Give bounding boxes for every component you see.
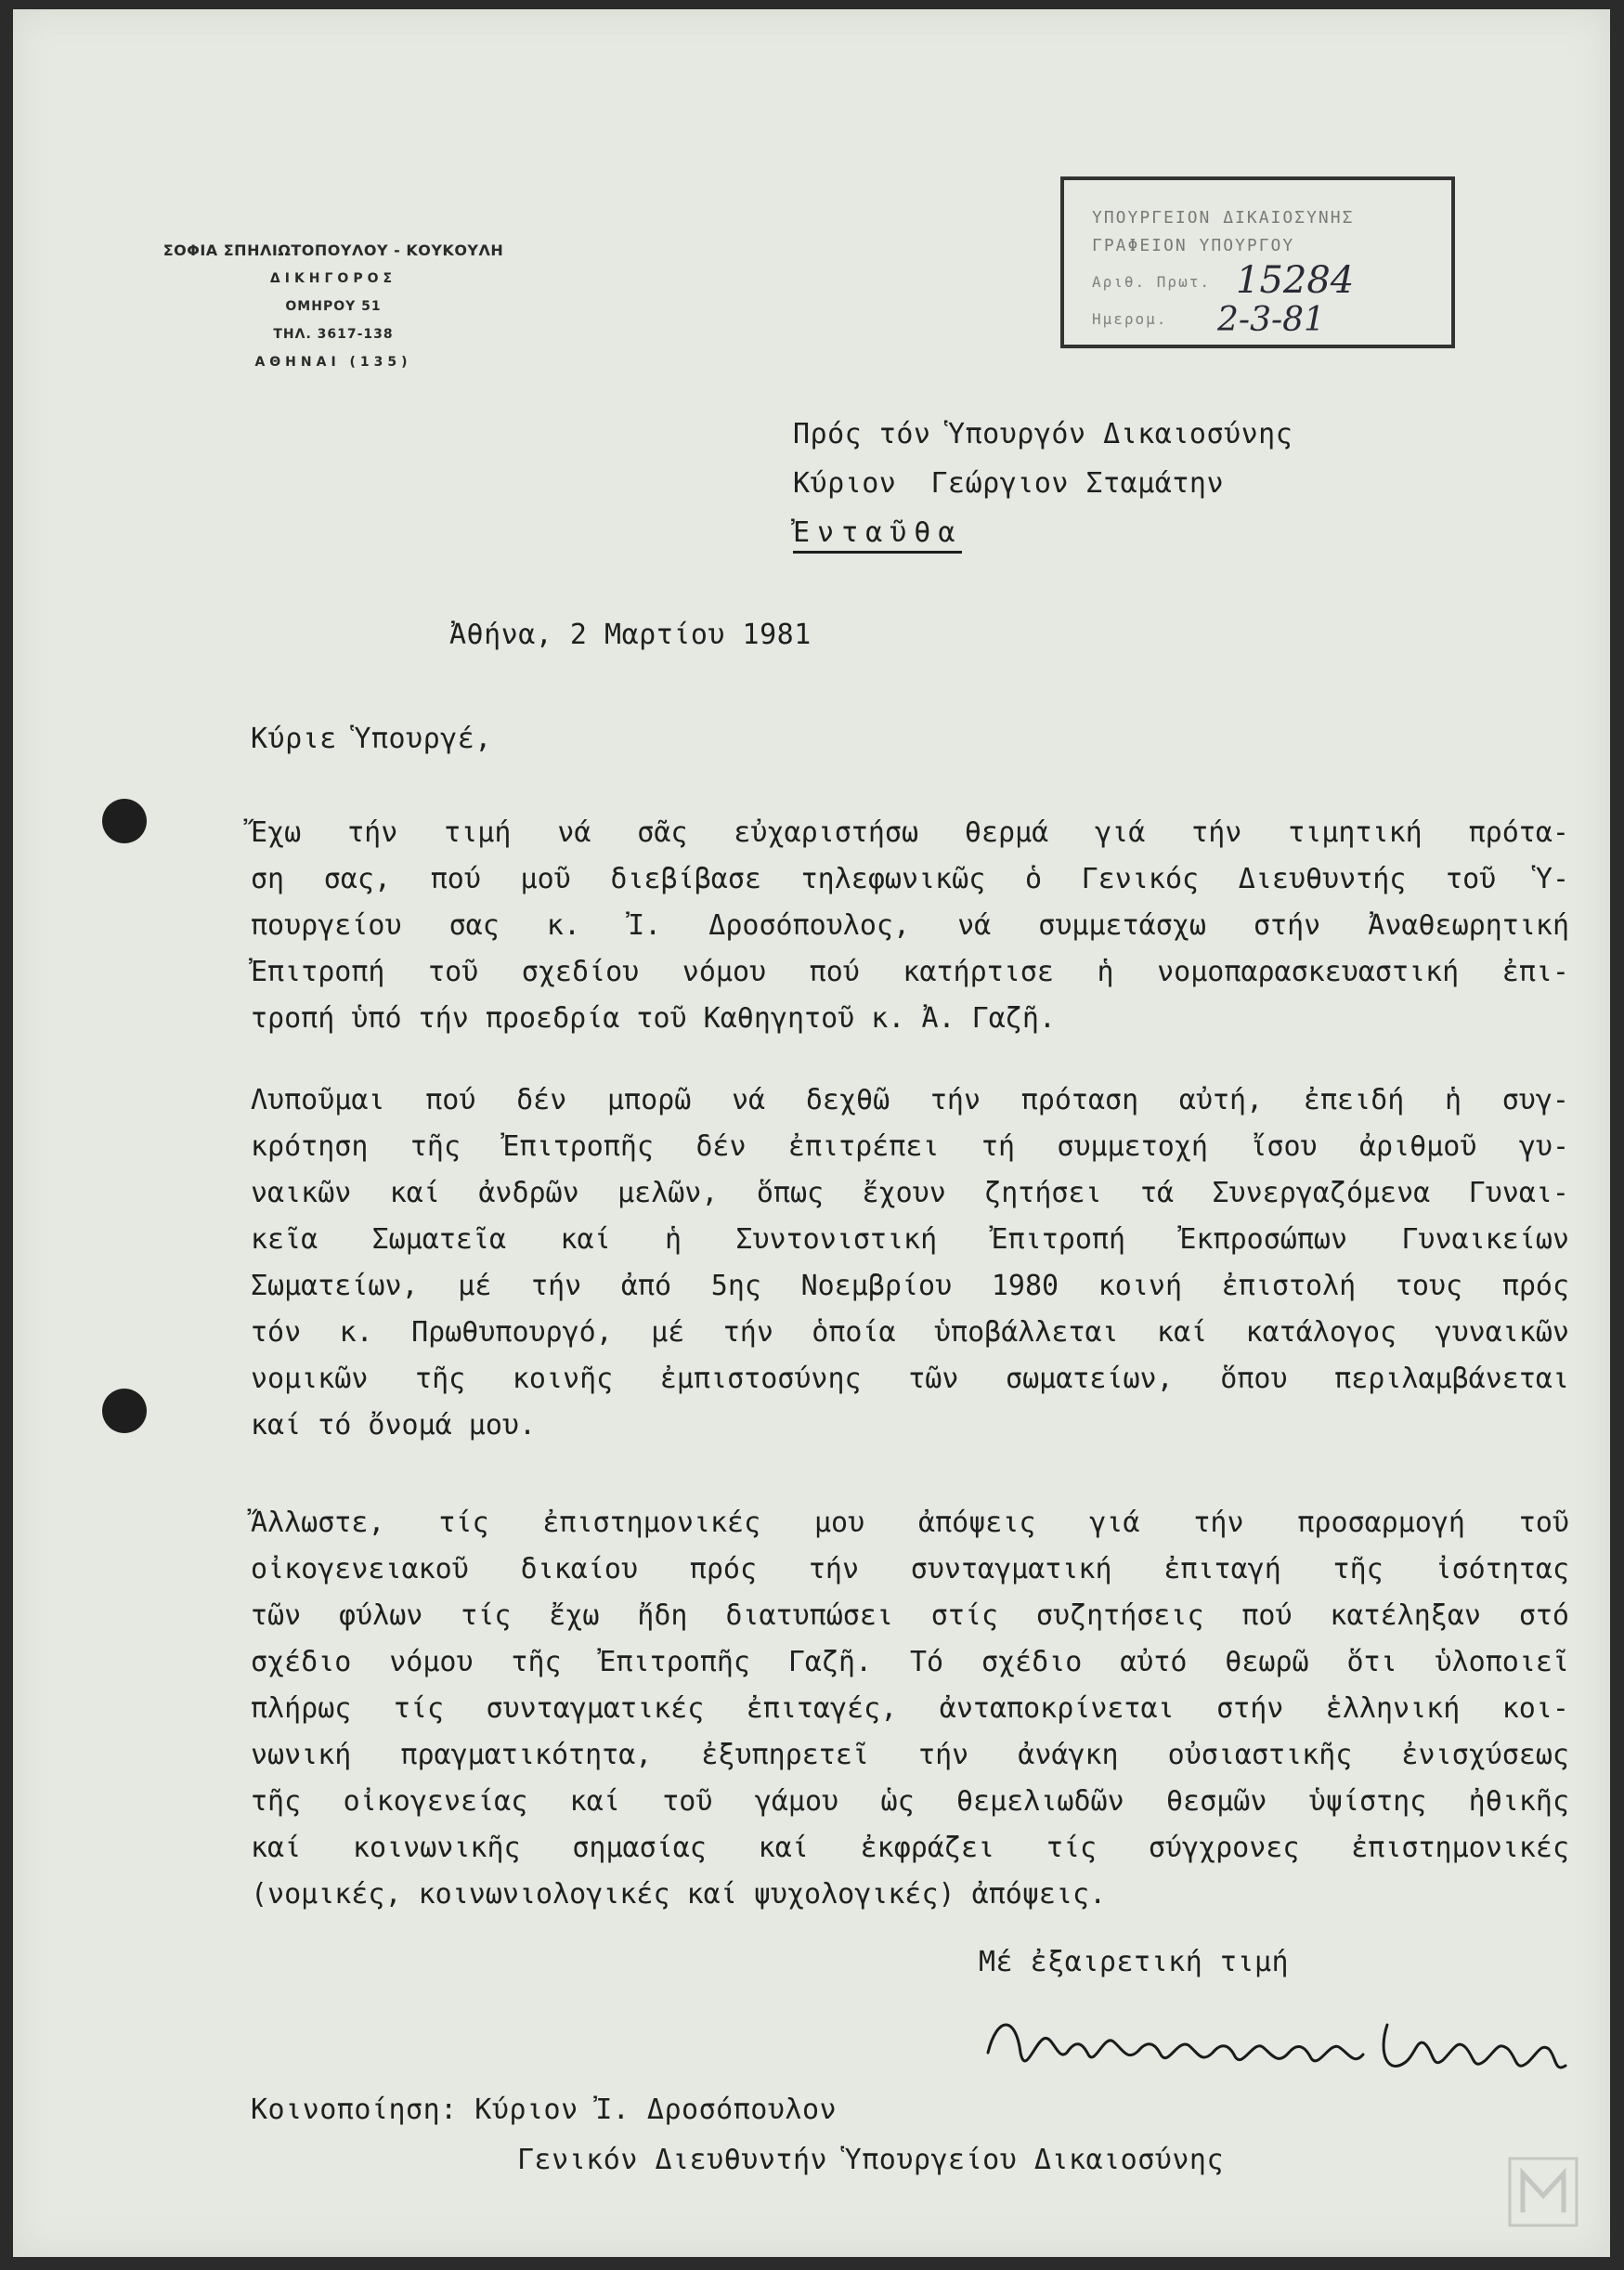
document-page: [13, 9, 1610, 2257]
body-line: ναικῶν καί ἀνδρῶν μελῶν, ὅπως ἔχουν ζητήσει τά Συνεργαζόμενα Γυναι-: [251, 1177, 1569, 1209]
stamp-protocol-label: Αριθ. Πρωτ.: [1092, 273, 1211, 291]
letterhead-profession: ΔΙΚΗΓΟΡΟΣ: [269, 271, 397, 286]
body-paragraph-3: [251, 1500, 1569, 1918]
body-paragraph-1: [251, 810, 1569, 1042]
recipient-line-3: [793, 516, 962, 549]
closing-phrase: Μέ ἐξαιρετική τιμή: [979, 1946, 1290, 1978]
letterhead-street: ΟΜΗΡΟΥ 51: [285, 299, 382, 314]
body-line: πλήρως τίς συνταγματικές ἐπιταγές, ἀνταποκρίνεται στήν ἑλληνική κοι-: [251, 1692, 1569, 1725]
recipient-location: Ἐνταῦθα: [793, 516, 962, 554]
body-line: ση σας, πού μοῦ διεβίβασε τηλεφωνικῶς ὁ Γενικός Διευθυντής τοῦ Ὑ-: [251, 863, 1569, 895]
body-line: τροπή ὑπό τήν προεδρία τοῦ Καθηγητοῦ κ. Ἀ. Γαζῆ.: [251, 1002, 1056, 1035]
stamp-date-label: Ημερομ.: [1092, 310, 1168, 328]
body-line: Ἄλλωστε, τίς ἐπιστημονικές μου ἀπόψεις γιά τήν προσαρμογή τοῦ: [251, 1507, 1569, 1539]
body-line: πουργείου σας κ. Ἰ. Δροσόπουλος, νά συμμετάσχω στήν Ἀναθεωρητική: [251, 909, 1569, 942]
body-line: κεῖα Σωματεῖα καί ἡ Συντονιστική Ἐπιτροπή Ἐκπροσώπων Γυναικείων: [251, 1223, 1569, 1256]
ministry-receipt-stamp: [1060, 176, 1455, 348]
body-line: νομικῶν τῆς κοινῆς ἐμπιστοσύνης τῶν σωματείων, ὅπου περιλαμβάνεται: [251, 1363, 1569, 1395]
body-line: νωνική πραγματικότητα, ἐξυπηρετεῖ τήν ἀνάγκη οὐσιαστικῆς ἐνισχύσεως: [251, 1739, 1569, 1771]
body-line: Ἐπιτροπή τοῦ σχεδίου νόμου πού κατήρτισε ἡ νομοπαρασκευαστική ἐπι-: [251, 956, 1569, 988]
punch-hole: [102, 1389, 147, 1433]
archive-watermark-icon: [1506, 2155, 1580, 2229]
cc-line-2: Γενικόν Διευθυντήν Ὑπουργείου Δικαιοσύνης: [517, 2144, 1225, 2176]
body-line: τόν κ. Πρωθυπουργό, μέ τήν ὁποία ὑποβάλλεται καί κατάλογος γυναικῶν: [251, 1316, 1569, 1349]
body-line: καί κοινωνικῆς σημασίας καί ἐκφράζει τίς σύγχρονες ἐπιστημονικές: [251, 1832, 1569, 1864]
stamp-date: 2-3-81: [1217, 301, 1325, 339]
body-line: οἰκογενειακοῦ δικαίου πρός τήν συνταγματική ἐπιταγή τῆς ἰσότητας: [251, 1553, 1569, 1585]
body-line: Σωματείων, μέ τήν ἀπό 5ης Νοεμβρίου 1980 κοινή ἐπιστολή τους πρός: [251, 1270, 1569, 1302]
stamp-ministry-line: ΥΠΟΥΡΓΕΙΟΝ ΔΙΚΑΙΟΣΥΝΗΣ: [1092, 208, 1355, 228]
body-line: καί τό ὄνομά μου.: [251, 1409, 537, 1442]
body-line: σχέδιο νόμου τῆς Ἐπιτροπῆς Γαζῆ. Τό σχέδιο αὐτό θεωρῶ ὅτι ὑλοποιεῖ: [251, 1646, 1569, 1678]
salutation: Κύριε Ὑπουργέ,: [251, 723, 492, 755]
punch-hole: [102, 799, 147, 843]
recipient-line-1: Πρός τόν Ὑπουργόν Δικαιοσύνης: [793, 418, 1293, 450]
letterhead-name: ΣΟΦΙΑ ΣΠΗΛΙΩΤΟΠΟΥΛΟΥ - ΚΟΥΚΟΥΛΗ: [162, 241, 504, 259]
date-line: Ἀθήνα, 2 Μαρτίου 1981: [449, 619, 812, 651]
body-line: κρότηση τῆς Ἐπιτροπῆς δέν ἐπιτρέπει τή συμμετοχή ἴσου ἀριθμοῦ γυ-: [251, 1130, 1569, 1163]
letterhead-city: ΑΘΗΝΑΙ (135): [254, 355, 412, 370]
letterhead: [124, 237, 542, 376]
body-line: Ἔχω τήν τιμή νά σᾶς εὐχαριστήσω θερμά γιά τήν τιμητική πρότα-: [251, 816, 1569, 849]
body-paragraph-2: [251, 1077, 1569, 1449]
body-line: (νομικές, κοινωνιολογικές καί ψυχολογικές) ἀπόψεις.: [251, 1878, 1107, 1911]
stamp-protocol-number: 15284: [1236, 259, 1355, 302]
body-line: τῶν φύλων τίς ἔχω ἤδη διατυπώσει στίς συζητήσεις πού κατέληξαν στό: [251, 1599, 1569, 1632]
body-line: τῆς οἰκογενείας καί τοῦ γάμου ὡς θεμελιωδῶν θεσμῶν ὑψίστης ἠθικῆς: [251, 1785, 1569, 1818]
body-line: Λυποῦμαι πού δέν μπορῶ νά δεχθῶ τήν πρόταση αὐτή, ἐπειδή ἡ συγ-: [251, 1084, 1569, 1116]
handwritten-signature: [979, 1988, 1573, 2099]
cc-line-1: Κοινοποίηση: Κύριον Ἰ. Δροσόπουλον: [251, 2094, 838, 2126]
stamp-office-line: ΓΡΑΦΕΙΟΝ ΥΠΟΥΡΓΟΥ: [1092, 236, 1295, 255]
letterhead-phone: ΤΗΛ. 3617-138: [273, 327, 394, 342]
recipient-line-2: Κύριον Γεώργιον Σταμάτην: [793, 467, 1225, 500]
